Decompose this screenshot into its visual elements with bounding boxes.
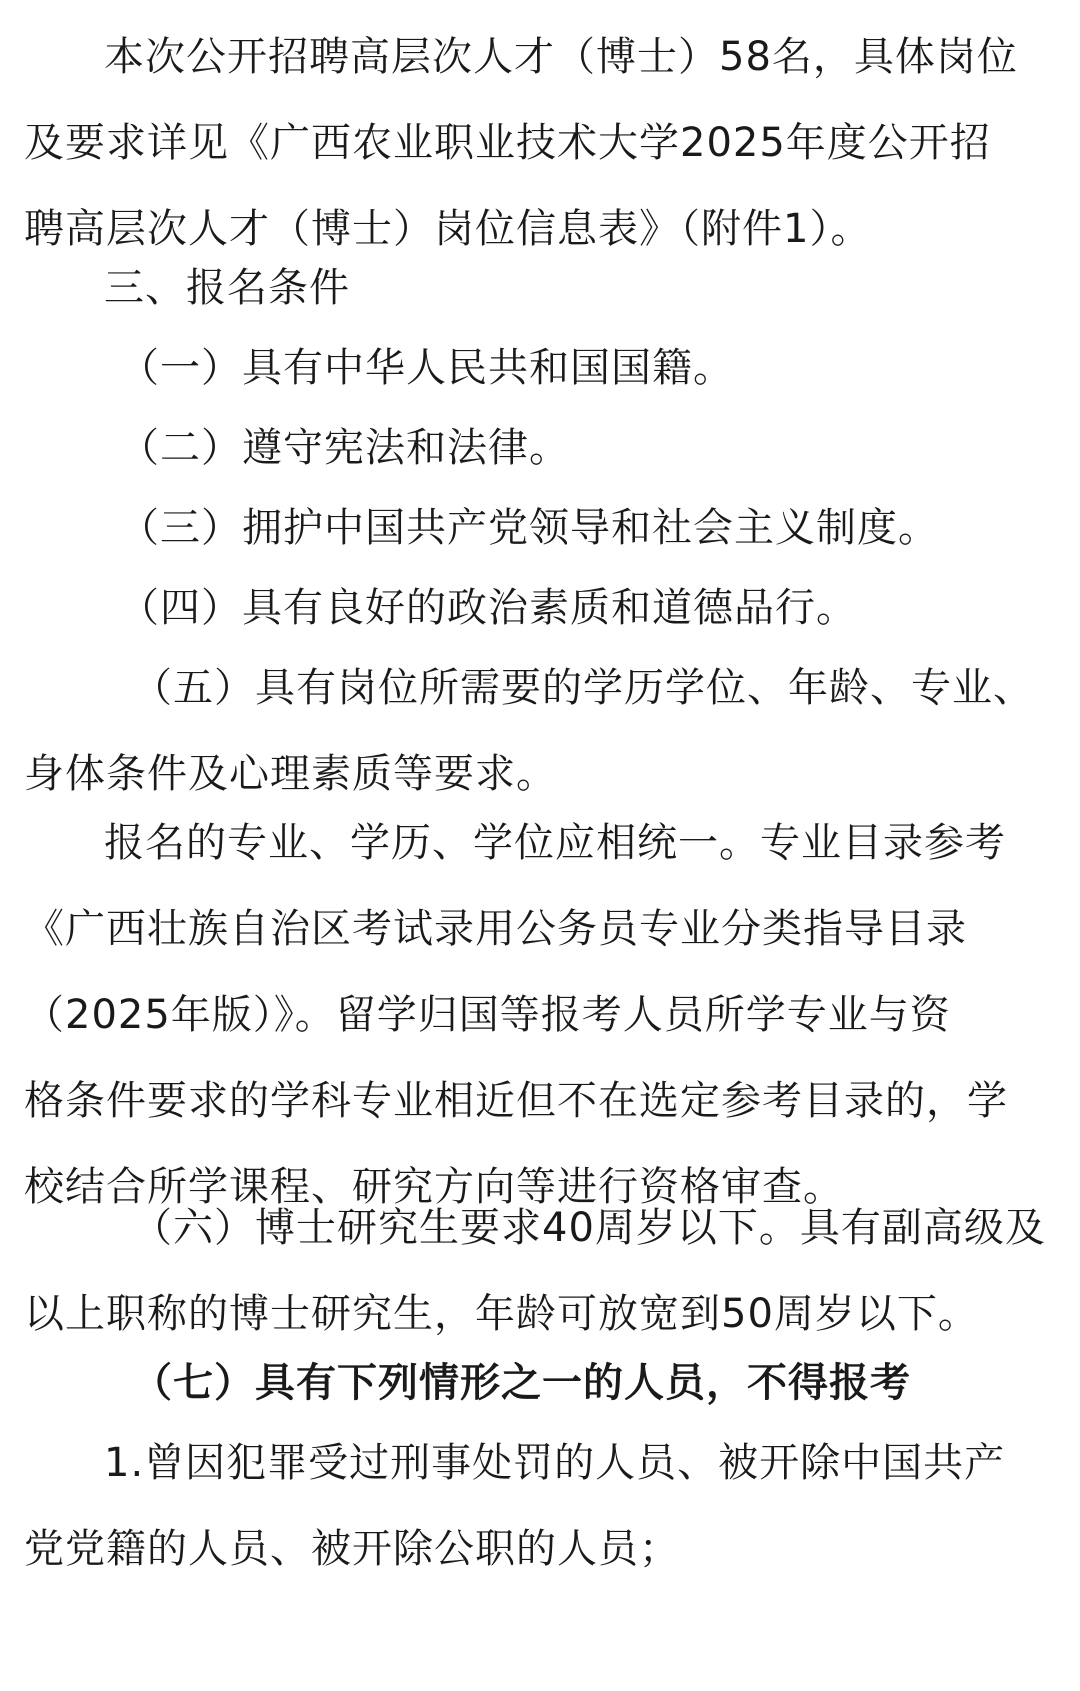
condition-item-6 — [24, 1185, 1056, 1357]
text-line: 本次公开招聘高层次人才（博士）58名，具体岗位 — [104, 34, 1018, 80]
text-line: 《广西壮族自治区考试录用公务员专业分类指导目录 — [24, 906, 967, 952]
text-line: （2025年版）》。留学归国等报考人员所学专业与资 — [24, 992, 951, 1038]
condition-item-7-heading — [24, 1340, 1056, 1426]
text-line: 聘高层次人才（博士）岗位信息表》（附件1）。 — [24, 206, 872, 252]
exclusion-item-1 — [24, 1420, 1056, 1592]
condition-item-2 — [24, 405, 1056, 491]
text-line: 身体条件及心理素质等要求。 — [24, 751, 557, 797]
text-line: 以上职称的博士研究生，年龄可放宽到50周岁以下。 — [24, 1291, 979, 1337]
text-line: 校结合所学课程、研究方向等进行资格审查。 — [24, 1164, 844, 1210]
text-line: 格条件要求的学科专业相近但不在选定参考目录的，学 — [24, 1078, 1008, 1124]
condition-item-1 — [24, 325, 1056, 411]
condition-item-4 — [24, 565, 1056, 651]
text-line: （一）具有中华人民共和国国籍。 — [119, 345, 734, 391]
text-line: 及要求详见《广西农业职业技术大学2025年度公开招 — [24, 120, 991, 166]
text-line: 党党籍的人员、被开除公职的人员； — [24, 1526, 680, 1572]
text-line: 1.曾因犯罪受过刑事处罚的人员、被开除中国共产 — [104, 1440, 1006, 1486]
major-note-paragraph — [24, 800, 1056, 1230]
intro-paragraph — [24, 14, 1056, 272]
text-line: （六）博士研究生要求40周岁以下。具有副高级及 — [132, 1205, 1046, 1251]
text-line: （二）遵守宪法和法律。 — [119, 425, 570, 471]
text-line: （七）具有下列情形之一的人员，不得报考 — [132, 1360, 911, 1406]
condition-item-5 — [24, 645, 1056, 817]
text-line: 三、报名条件 — [104, 265, 350, 311]
text-line: 报名的专业、学历、学位应相统一。专业目录参考 — [104, 820, 1006, 866]
condition-item-3 — [24, 485, 1056, 571]
text-line: （五）具有岗位所需要的学历学位、年龄、专业、 — [132, 665, 1034, 711]
section-heading — [24, 245, 1056, 331]
text-line: （三）拥护中国共产党领导和社会主义制度。 — [119, 505, 939, 551]
text-line: （四）具有良好的政治素质和道德品行。 — [119, 585, 857, 631]
